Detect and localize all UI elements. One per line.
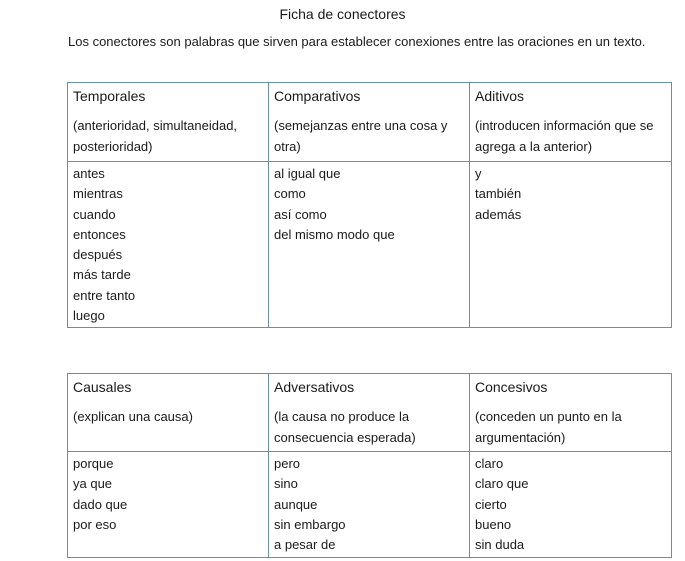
- items-causales: [68, 452, 269, 558]
- connector-item: claro que: [475, 476, 529, 492]
- category-header-concesivos: [470, 374, 672, 452]
- category-name: Aditivos: [475, 88, 525, 104]
- connector-item: claro: [475, 456, 504, 471]
- connector-item: a pesar de: [274, 537, 336, 553]
- connector-item: del mismo modo que: [274, 226, 395, 242]
- connectors-table-1: [67, 82, 672, 328]
- connectors-table-2: [67, 373, 672, 558]
- items-aditivos: [470, 162, 672, 328]
- connector-item: aunque: [274, 496, 318, 512]
- category-description: (la causa no produce la consecuencia esperada): [274, 409, 416, 445]
- connector-item: al igual que: [274, 166, 341, 181]
- connector-item: ya que: [73, 476, 113, 492]
- category-header-causales: [68, 374, 269, 452]
- connector-item: después: [73, 247, 123, 263]
- connector-item: sino: [274, 476, 298, 492]
- connector-item: por eso: [73, 516, 117, 532]
- category-description: (semejanzas entre una cosa y otra): [274, 118, 448, 154]
- category-description: (anterioridad, simultaneidad, posterioridad): [73, 118, 238, 154]
- intro-paragraph: Los conectores son palabras que sirven para establecer conexiones entre las oraciones en un texto.: [68, 34, 646, 49]
- connector-item: y: [475, 166, 482, 181]
- connector-item: como: [274, 186, 306, 202]
- items-comparativos: [269, 162, 470, 328]
- category-header-adversativos: [269, 374, 470, 452]
- connector-item: cierto: [475, 496, 507, 512]
- connector-item: más tarde: [73, 267, 131, 283]
- category-description: (explican una causa): [73, 409, 193, 424]
- items-concesivos: [470, 452, 672, 558]
- connector-item: pero: [274, 456, 301, 471]
- connector-item: dado que: [73, 496, 128, 512]
- connector-item: porque: [73, 456, 114, 471]
- items-temporales: [68, 162, 269, 328]
- category-header-comparativos: [269, 83, 470, 162]
- category-name: Comparativos: [274, 88, 361, 104]
- connector-item: entre tanto: [73, 287, 136, 303]
- connector-item: bueno: [475, 516, 512, 532]
- category-header-temporales: [68, 83, 269, 162]
- connector-item: además: [475, 206, 522, 222]
- category-description: (introducen información que se agrega a la anterior): [475, 118, 654, 154]
- items-adversativos: [269, 452, 470, 558]
- category-name: Temporales: [73, 88, 146, 104]
- connector-item: así como: [274, 206, 327, 222]
- connector-item: también: [475, 186, 522, 202]
- category-description: (conceden un punto en la argumentación): [475, 409, 622, 445]
- table-header-row: [68, 374, 672, 452]
- category-name: Adversativos: [274, 379, 355, 395]
- category-name: Concesivos: [475, 379, 548, 395]
- category-name: Causales: [73, 379, 132, 395]
- table-items-row: [68, 162, 672, 328]
- document-title: Ficha de conectores: [279, 6, 406, 22]
- table-items-row: [68, 452, 672, 558]
- table-header-row: [68, 83, 672, 162]
- connector-item: sin embargo: [274, 516, 346, 532]
- connector-item: mientras: [73, 186, 123, 202]
- connector-item: entonces: [73, 226, 126, 242]
- connector-item: antes: [73, 166, 105, 181]
- connector-item: luego: [73, 308, 105, 324]
- category-header-aditivos: [470, 83, 672, 162]
- connector-item: cuando: [73, 206, 116, 222]
- connector-item: sin duda: [475, 537, 525, 553]
